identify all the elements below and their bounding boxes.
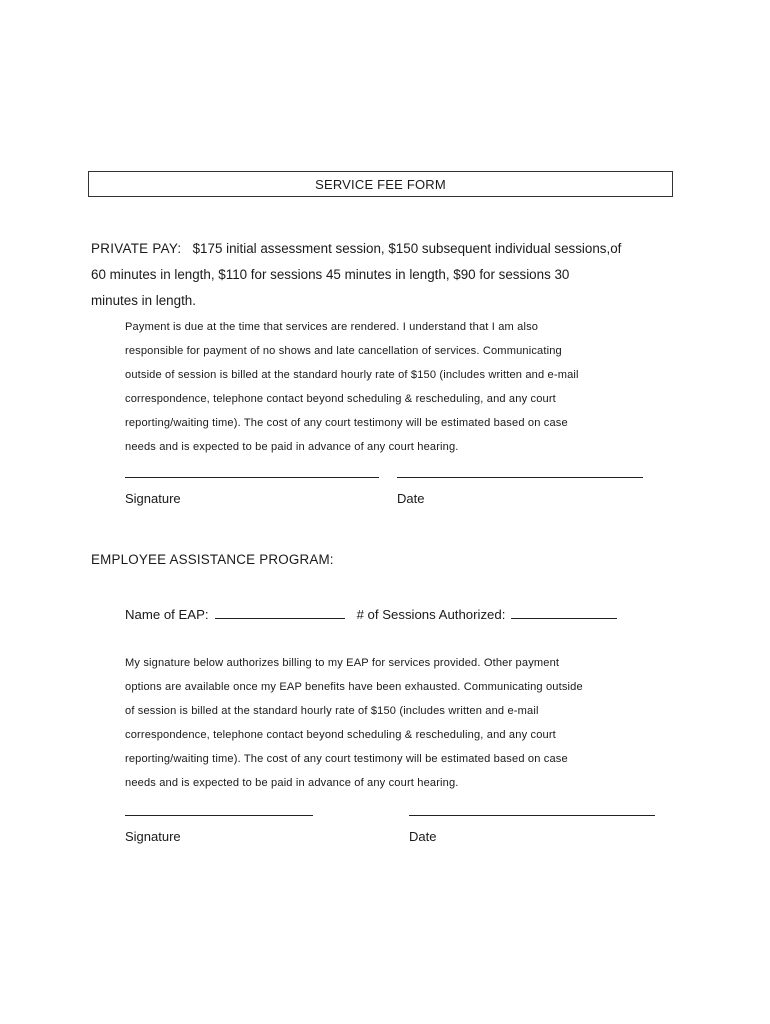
policy-line: correspondence, telephone contact beyond scheduling & rescheduling, and any court (125, 729, 556, 741)
eap-name-label: Name of EAP: (125, 607, 209, 622)
policy-line: Payment is due at the time that services are rendered. I understand that I am also (125, 321, 539, 333)
eap-signature-label: Signature (125, 829, 181, 844)
form-title: SERVICE FEE FORM (315, 176, 446, 192)
private-pay-signature-line[interactable] (125, 477, 379, 478)
policy-line: needs and is expected to be paid in advance of any court hearing. (125, 777, 459, 789)
policy-line: reporting/waiting time). The cost of any court testimony will be estimated based on case (125, 753, 568, 765)
private-pay-rates-line-3: minutes in length. (91, 293, 196, 308)
private-pay-signature-label: Signature (125, 491, 181, 506)
eap-policy (125, 651, 685, 795)
policy-line: outside of session is billed at the standard hourly rate of $150 (includes written and e-mail (125, 369, 579, 381)
eap-sessions-field[interactable] (511, 606, 617, 619)
private-pay-rates-line-1: $175 initial assessment session, $150 subsequent individual sessions,of (192, 241, 622, 256)
policy-line: My signature below authorizes billing to my EAP for services provided. Other payment (125, 657, 560, 669)
policy-line: of session is billed at the standard hourly rate of $150 (includes written and e-mail (125, 705, 539, 717)
eap-sessions-label: # of Sessions Authorized: (356, 607, 506, 622)
policy-line: options are available once my EAP benefits have been exhausted. Communicating outside (125, 681, 583, 693)
private-pay-label: PRIVATE PAY: (91, 241, 182, 256)
private-pay-rates-line-2: 60 minutes in length, $110 for sessions 45 minutes in length, $90 for sessions 30 (91, 267, 570, 282)
eap-date-line[interactable] (409, 815, 655, 816)
private-pay-policy (125, 315, 685, 459)
eap-heading: EMPLOYEE ASSISTANCE PROGRAM: (91, 552, 334, 567)
private-pay-date-line[interactable] (397, 477, 643, 478)
policy-line: responsible for payment of no shows and late cancellation of services. Communicating (125, 345, 562, 357)
eap-signature-line[interactable] (125, 815, 313, 816)
form-title-box (88, 171, 673, 197)
private-pay-date-label: Date (397, 491, 425, 506)
policy-line: correspondence, telephone contact beyond scheduling & rescheduling, and any court (125, 393, 556, 405)
eap-date-label: Date (409, 829, 437, 844)
eap-name-field[interactable] (215, 606, 345, 619)
eap-fields-row (125, 606, 617, 622)
private-pay-section (91, 236, 676, 314)
policy-line: needs and is expected to be paid in advance of any court hearing. (125, 441, 459, 453)
policy-line: reporting/waiting time). The cost of any court testimony will be estimated based on case (125, 417, 568, 429)
private-pay-line-1 (91, 236, 676, 262)
